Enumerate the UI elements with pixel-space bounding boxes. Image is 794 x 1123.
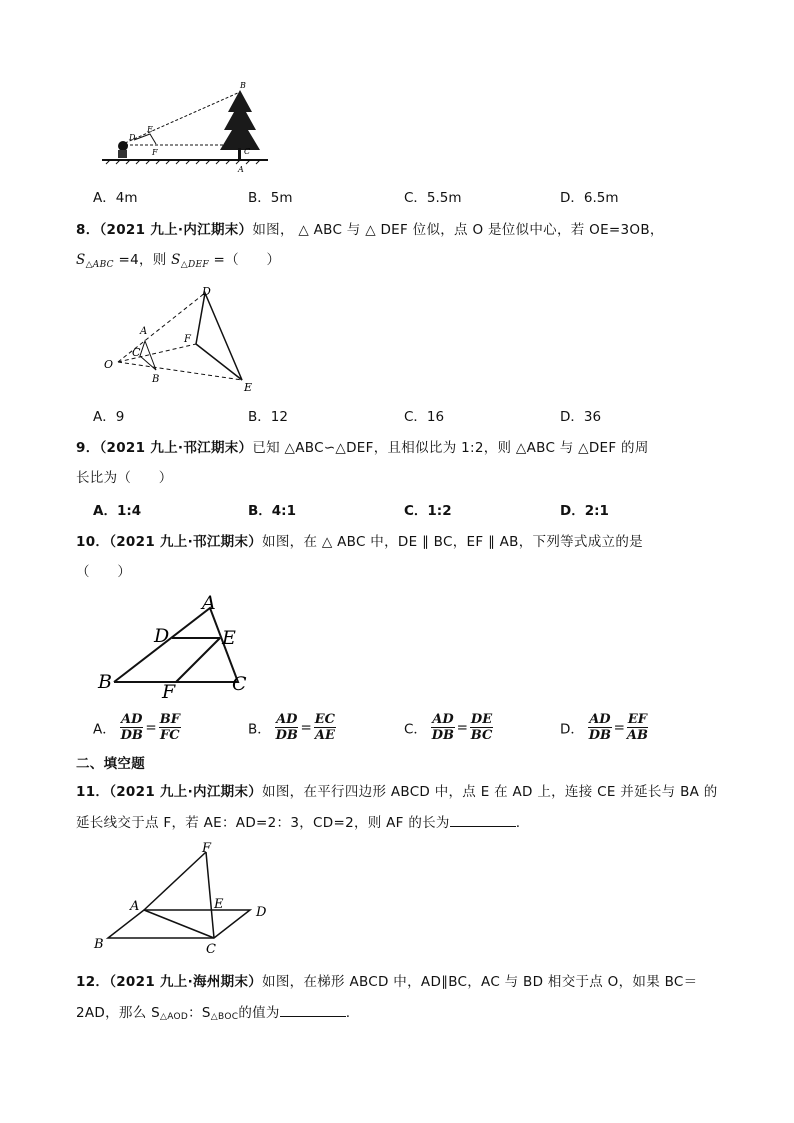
- q12-answer-blank[interactable]: [280, 1004, 346, 1017]
- q11-label-d: D: [256, 905, 267, 920]
- q8-option-a: A．9: [93, 409, 125, 425]
- q9-option-a: A．1:4: [93, 503, 142, 519]
- q12-stem-line2: 2AD，那么 S△AOD：S△BOC的值为 .: [76, 1005, 351, 1022]
- q7-option-d: D．6.5m: [560, 190, 619, 206]
- q10-figure: [94, 590, 264, 700]
- q9-option-d: D．2:1: [560, 503, 609, 519]
- q8-label-d: D: [202, 285, 211, 298]
- q7-label-d: D: [129, 133, 136, 142]
- q8-option-c: C．16: [404, 409, 445, 425]
- q8-label-e: E: [244, 381, 253, 394]
- q10-option-d: D． $\frac{AD}{DB}$ = $\frac{EF}{AB}$: [560, 712, 648, 743]
- q7-label-f: F: [152, 148, 158, 157]
- q8-stem-line1: [76, 218, 664, 238]
- q11-label-f: F: [202, 841, 212, 856]
- q11-label-c: C: [206, 942, 216, 957]
- q7-figure: [96, 78, 276, 178]
- q8-figure: [98, 282, 268, 394]
- q11-stem-line1: [76, 780, 718, 800]
- q11-label-b: B: [94, 937, 104, 952]
- q12-source: （2021 九上·海州期末）: [109, 974, 263, 990]
- q8-source: （2021 九上·内江期末）: [99, 222, 253, 238]
- q11-source: （2021 九上·内江期末）: [109, 784, 263, 800]
- q8-label-o: O: [104, 358, 114, 371]
- q9-option-c: C．1:2: [404, 503, 452, 519]
- q11-text-1: 如图，在平行四边形 ABCD 中，点 E 在 AD 上，连接 CE 并延长与 BA 的: [262, 784, 718, 800]
- q9-stem-line1: [76, 436, 649, 456]
- q8-label-c: C: [132, 346, 141, 359]
- q9-source: （2021 九上·邗江期末）: [99, 440, 253, 456]
- q8-number: 8．: [76, 222, 100, 238]
- q11-number: 11．: [76, 784, 110, 800]
- q7-option-a: A．4m: [93, 190, 138, 206]
- q10-option-a: A． $\frac{AD}{DB}$ = $\frac{BF}{FC}$: [93, 712, 180, 743]
- q9-number: 9．: [76, 440, 100, 456]
- q8-label-b: B: [152, 374, 160, 385]
- q10-label-f: F: [162, 681, 176, 700]
- q10-label-b: B: [98, 671, 112, 693]
- q11-label-a: A: [130, 899, 140, 914]
- q11-stem-line2: 延长线交于点 F，若 AE：AD=2：3，CD=2，则 AF 的长为 .: [76, 815, 521, 831]
- q10-text-1: 如图，在 △ ABC 中，DE ∥ BC，EF ∥ AB，下列等式成立的是: [262, 534, 643, 550]
- q10-stem-line1: [76, 530, 643, 550]
- q11-figure: [90, 840, 280, 960]
- q9-text-1: 已知 △ABC∽△DEF，且相似比为 1:2，则 △ABC 与 △DEF 的周: [252, 440, 649, 456]
- q10-option-c: C． $\frac{AD}{DB}$ = $\frac{DE}{BC}$: [404, 712, 493, 743]
- q8-label-f: F: [184, 334, 191, 345]
- q10-stem-line2: （ ）: [76, 564, 132, 580]
- q7-option-b: B．5m: [248, 190, 293, 206]
- section-title-fill-in: 二、填空题: [76, 756, 145, 772]
- q8-text-1: 如图， △ ABC 与 △ DEF 位似，点 O 是位似中心，若 OE=3OB，: [252, 222, 664, 238]
- q11-label-e: E: [214, 897, 224, 912]
- q7-label-b: B: [240, 81, 246, 90]
- q10-number: 10．: [76, 534, 110, 550]
- q8-stem-line2: $S_{\triangle ABC} =4$，则 $S_{\triangle DEF}$ =（ ）: [76, 252, 281, 270]
- q12-stem-line1: [76, 970, 697, 990]
- q10-label-e: E: [222, 627, 236, 649]
- q12-text-1: 如图，在梯形 ABCD 中，AD∥BC，AC 与 BD 相交于点 O，如果 BC＝: [262, 974, 698, 990]
- q11-answer-blank[interactable]: [450, 814, 516, 827]
- q8-option-d: D．36: [560, 409, 602, 425]
- q7-label-c: C: [244, 147, 251, 156]
- q9-stem-line2: 长比为（ ）: [76, 470, 173, 486]
- q9-option-b: B．4:1: [248, 503, 296, 519]
- q10-label-a: A: [202, 592, 216, 614]
- q8-option-b: B．12: [248, 409, 288, 425]
- q10-label-c: C: [232, 673, 247, 695]
- q7-option-c: C．5.5m: [404, 190, 462, 206]
- q12-number: 12．: [76, 974, 110, 990]
- q10-option-b: B． $\frac{AD}{DB}$ = $\frac{EC}{AE}$: [248, 712, 336, 743]
- q7-label-a: A: [238, 165, 244, 174]
- q8-label-a: A: [140, 326, 148, 337]
- q10-label-d: D: [154, 625, 170, 647]
- q7-label-e: E: [147, 125, 153, 134]
- q10-source: （2021 九上·邗江期末）: [109, 534, 263, 550]
